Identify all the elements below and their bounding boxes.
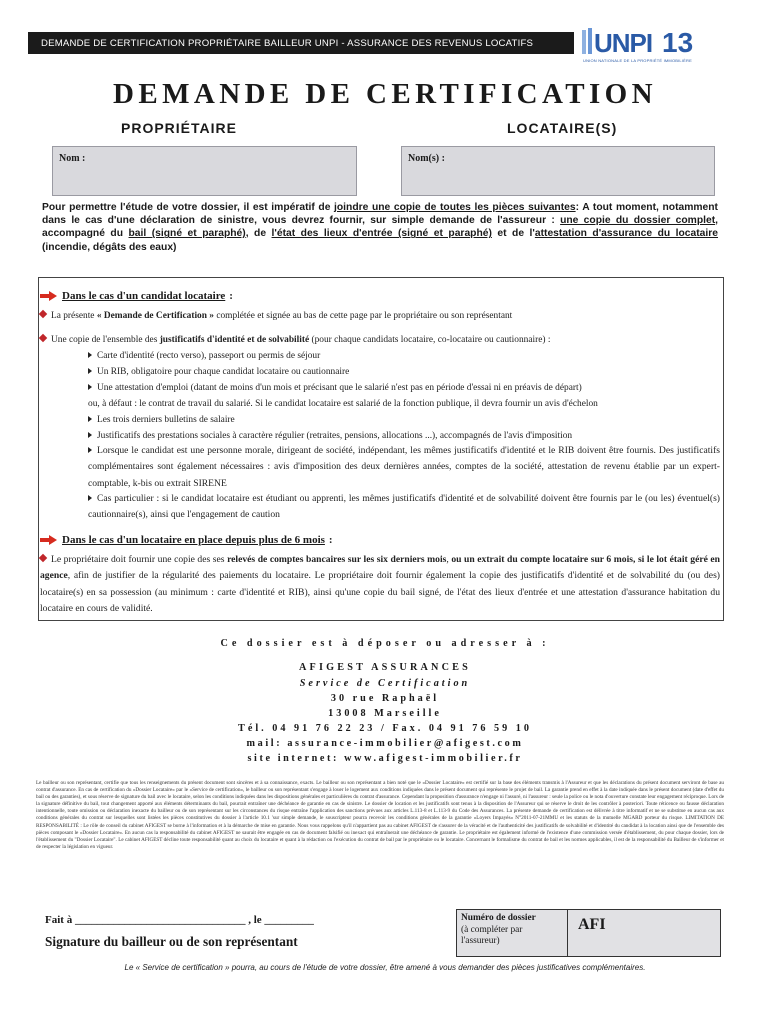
red-diamond-icon — [39, 554, 47, 562]
red-diamond-icon — [39, 334, 47, 342]
list-item: Carte d'identité (recto verso), passeport ou permis de séjour — [88, 351, 320, 361]
red-diamond-icon — [39, 310, 47, 318]
triangle-bullet-icon — [88, 495, 92, 501]
email-address: mail: assurance-immobilier@afigest.com — [246, 738, 524, 749]
unpi-logo-subtitle: UNION NATIONALE DE LA PROPRIÉTÉ IMMOBILIÈRE — [583, 58, 692, 63]
list-item: Justificatifs des prestations sociales à caractère régulier (retraites, pensions, allocations ...), accompagnés de l'avis d'imposition — [88, 431, 572, 441]
triangle-bullet-icon — [88, 384, 92, 390]
triangle-bullet-icon — [88, 416, 92, 422]
candidate-bullet-2: Une copie de l'ensemble des justificatifs d'identité et de solvabilité (pour chaque candidats locataire, co-locataire ou cautionnaire) : — [40, 335, 550, 345]
triangle-bullet-icon — [88, 352, 92, 358]
footnote: Le « Service de certification » pourra, au cours de l'étude de votre dossier, être amené à vous demander des pièces justificatives complémentaires. — [124, 963, 646, 972]
company-candidate-paragraph: Lorsque le candidat est une personne morale, dirigeant de société, indépendant, les mêmes justificatifs d'identité et le RIB doivent être fournis. Des justificatifs complémentaires sont également nécessaires : avis d'imposition des deux dernières années, comptes de la société, attestation de revenu établie par un expert-comptable, k-bis ou extrait SIRENE — [88, 445, 720, 489]
tenant-names-field[interactable] — [401, 146, 715, 196]
company-name: AFIGEST ASSURANCES — [298, 662, 472, 673]
list-item: Un RIB, obligatoire pour chaque candidat locataire ou cautionnaire — [88, 367, 349, 377]
owner-heading: PROPRIÉTAIRE — [121, 120, 237, 136]
service-name: Service de Certification — [299, 678, 471, 689]
list-item: Une attestation d'emploi (datant de moins d'un mois et précisant que le salarié n'est pas en période d'essai ni en préavis de départ) — [88, 383, 582, 393]
triangle-bullet-icon — [88, 368, 92, 374]
signature-title: Signature du bailleur ou de son représentant — [45, 934, 298, 949]
header-bar-text: DEMANDE DE CERTIFICATION PROPRIÉTAIRE BAILLEUR UNPI - ASSURANCE DES REVENUS LOCATIFS — [41, 37, 534, 49]
intro-paragraph: Pour permettre l'étude de votre dossier, il est impératif de joindre une copie de toutes les pièces suivantes: A tout moment, notamment dans le cas d'une déclaration de sinistre, vous devrez fournir, sur simple demande de l'assureur : une copie du dossier complet, accompagné du bail (signé et paraphé), de l'état des lieux d'entrée (signé et paraphé) et de l'attestation d'assurance du locataire (incendie, dégâts des eaux) — [42, 202, 719, 253]
city-address: 13008 Marseille — [328, 708, 442, 719]
place-date-field[interactable]: Fait à _______________________________ , le _________ — [45, 914, 314, 926]
unpi-logo-mark — [582, 28, 592, 54]
legal-disclaimer: Le bailleur ou son représentant, certifie que tous les renseignements du présent document sont sincères et à sa connaissance, exacts. Le bailleur ou son représentant a bien noté que le «Dossier Locataire» est certifié sur la base des éléments transmis à l'Assureur et que les déclarations du présent document serviront de base au contrat d'assurance. En cas de certification du «Dossier Locataire» par le «Service de certification», le bailleur ou son représentant s'engage à louer le logement aux conditions indiquées dans le présent document qui représente le projet de bail. La garantie prend en effet à la date indiquée dans le présent document (date d'effet du bail ou des garanties), et sous réserve de signature du bail avec le locataire, selon les conditions indiquées dans les dispositions générales et particulières du contrat d'assurance. Cependant la proposition d'assurance n'engage ni l'assuré, ni l'assureur : seule la police ou le nota d'ouverture constate leur engagement réciproque. Lors de la signature définitive du bail, tout changement apporté aux éléments déterminants du bail, pourrait entraîner une déchéance de garantie en cas de sinistre. Le dossier de location et les justificatifs sont tenus à la disposition de l'Assureur qui se réserve le droit de les contrôler à posteriori. Toute réticence ou fausse déclaration intentionnelle, toute omission ou déclaration inexacte du bailleur ou de son représentant sur les circonstances du risque entraîne l'application des sanctions prévues aux articles L.113-8 et L.113-9 du Code des Assurances. La présente demande de certification est délivrée à titre informatif et ne se substitue en aucun cas aux conditions générales du contrat sur lesquelles sont listées les pièces constitutives du dossier à l'article 10.1 'sur simple demande, le souscripteur pourra recevoir les conditions générales de la garantie «Loyers Impayés» N°2011-07-21MMU et les statuts de la mutuelle MGARD porteur du risque. LIMITATION DE RESPONSABILITÉ : Le rôle de conseil du cabinet AFIGEST se borne à l'information et à la démarche de mise en garantie. Nous vous rappelons qu'il n'appartient pas au cabinet AFIGEST de s'assurer de la véracité et de l'authenticité des justificatifs de solvabilité et d'identité du candidat à la location ainsi que de l'ensemble des pièces composant le «Dossier Locataire». En aucun cas la responsabilité du cabinet AFIGEST ne saurait être engagée en cas de document falsifié ou inexact qui entraînerait une déchéance de garantie. Le propriétaire est également informé de l'existence d'une commission versée d'établissement, du pour chaque dossier, lors de l'établissement du "Dossier Locataire". Le cabinet AFIGEST décline toute responsabilité quant au choix du locataire et quant à la rédaction ou l'exécution du contrat de bail par le propriétaire ou le locataire. Concernant le formalisme du contrat de bail et les normes applicables, il est de la responsabilité du Bailleur de s'informer et de respecter la législation en vigueur. — [36, 780, 724, 850]
dossier-number-value: AFI — [568, 910, 720, 956]
dossier-number-label: Numéro de dossier (à compléter par l'assureur) — [457, 910, 568, 956]
red-arrow-icon — [40, 291, 58, 301]
list-item-continuation: ou, à défaut : le contrat de travail du salarié. Si le candidat locataire est salarié de la fonction publique, il devra fournir un avis d'échelon — [88, 399, 598, 409]
tenant-names-label: Nom(s) : — [408, 153, 445, 164]
owner-name-field[interactable] — [52, 146, 357, 196]
section-candidate-heading: Dans le cas d'un candidat locataire : — [40, 290, 233, 302]
existing-tenant-paragraph: Le propriétaire doit fournir une copie des ses relevés de comptes bancaires sur les six derniers mois, ou un extrait du compte locataire sur 6 mois, si le lot était géré en agence, afin de justifier de la régularité des paiements du locataire. Le propriétaire doit fournir également la copie des justificatifs d'identité et de solvabilité du (ou des) locataire(s) en sa possession (au minimum : carte d'identité et RIB), ainsi qu'une copie du bail signé, de l'état des lieux d'entrée et une attestation d'assurance habitation du locataire en cours de validité. — [40, 554, 721, 614]
special-case-paragraph: Cas particulier : si le candidat locataire est étudiant ou apprenti, les mêmes justificatifs d'identité et de solvabilité doivent être fournis par le (ou les) éventuel(s) cautionnaire(s), ainsi que l'engagement de caution — [88, 493, 720, 521]
street-address: 30 rue Raphaël — [330, 693, 440, 704]
unpi-logo-number: 13 — [662, 27, 694, 58]
website: site internet: www.afigest-immobilier.fr — [247, 753, 523, 764]
candidate-bullet-1: La présente « Demande de Certification » complétée et signée au bas de cette page par le propriétaire ou son représentant — [40, 311, 512, 321]
triangle-bullet-icon — [88, 447, 92, 453]
red-arrow-icon — [40, 535, 58, 545]
tenant-heading: LOCATAIRE(S) — [507, 120, 618, 136]
owner-name-label: Nom : — [59, 153, 86, 164]
address-intro: Ce dossier est à déposer ou adresser à : — [220, 638, 550, 649]
phone-fax: Tél. 04 91 76 22 23 / Fax. 04 91 76 59 10 — [238, 723, 532, 734]
section-existing-tenant-heading: Dans le cas d'un locataire en place depuis plus de 6 mois : — [40, 534, 333, 546]
header-bar — [28, 32, 574, 54]
unpi-logo-text: UNPI — [594, 28, 653, 58]
list-item: Les trois derniers bulletins de salaire — [88, 415, 235, 425]
dossier-number-box — [456, 909, 721, 957]
triangle-bullet-icon — [88, 432, 92, 438]
form-title: DEMANDE DE CERTIFICATION — [113, 78, 657, 110]
